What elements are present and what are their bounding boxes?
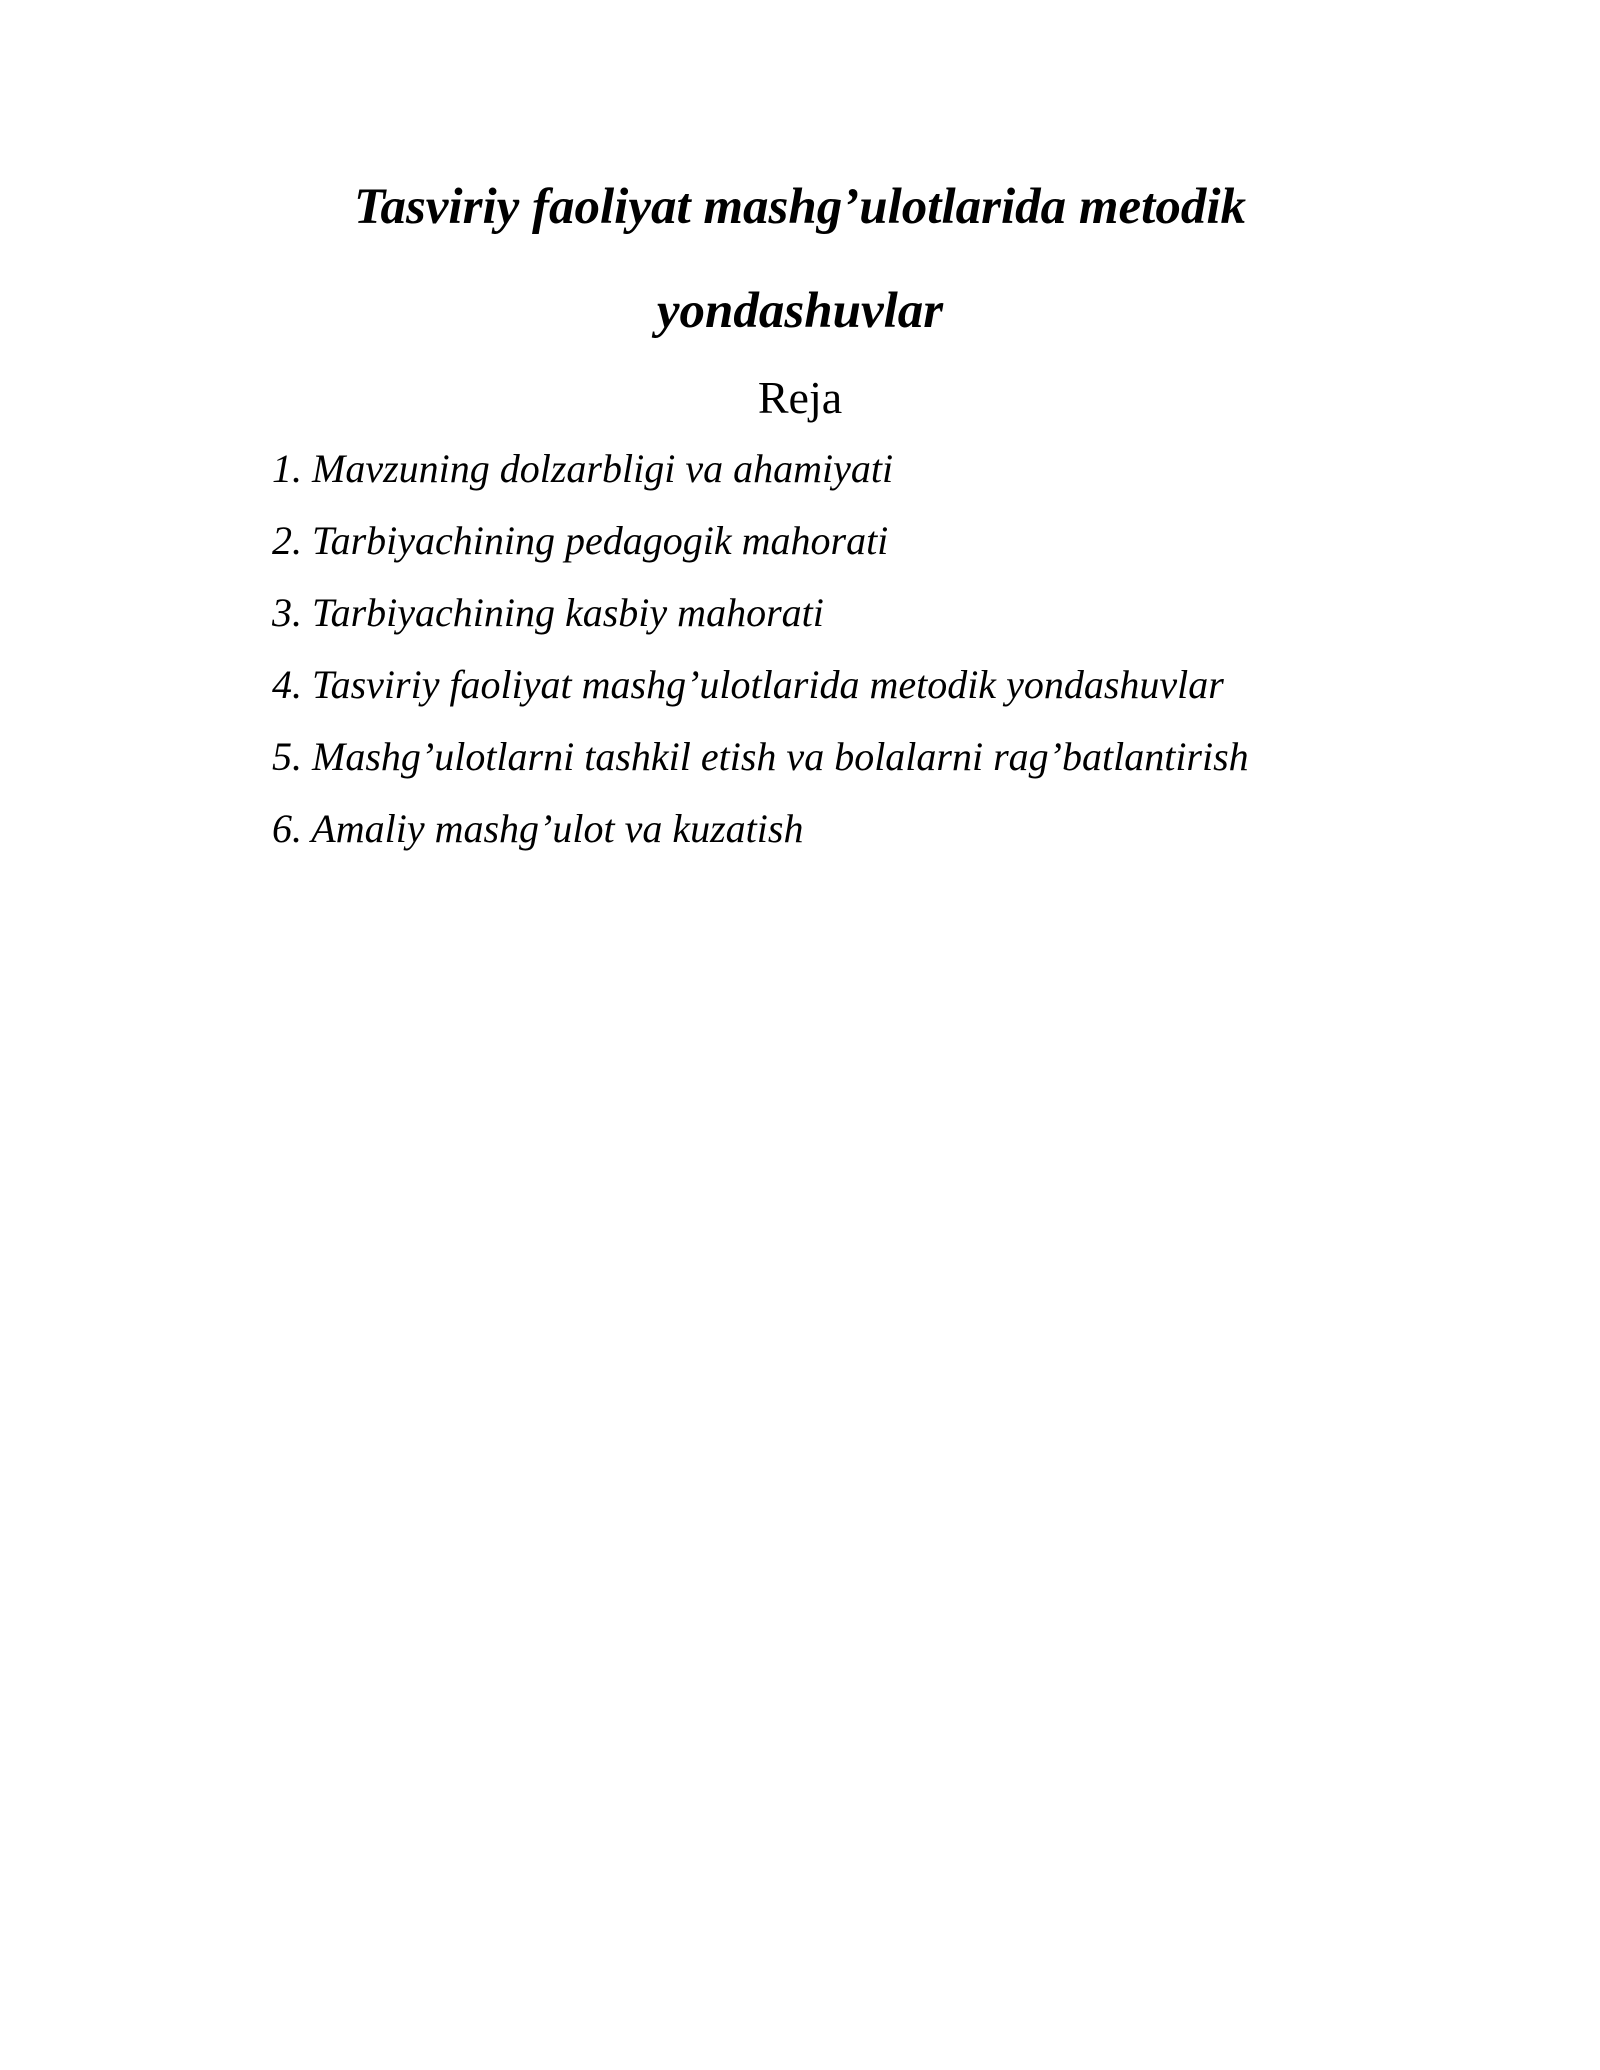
plan-heading: Reja <box>757 372 843 423</box>
plan-list <box>272 446 1249 878</box>
document-title <box>250 178 1350 340</box>
plan-item-2: 2. Tarbiyachining pedagogik mahorati <box>272 518 889 563</box>
plan-item-4: 4. Tasviriy faoliyat mashg’ulotlarida metodik yondashuvlar <box>272 662 1224 707</box>
plan-item-3: 3. Tarbiyachining kasbiy mahorati <box>272 590 824 635</box>
title-line-1: Tasviriy faoliyat mashg’ulotlarida metodik <box>353 179 1247 235</box>
plan-item-1: 1. Mavzuning dolzarbligi va ahamiyati <box>272 446 894 491</box>
plan-item-6: 6. Amaliy mashg’ulot va kuzatish <box>272 806 804 851</box>
title-line-2: yondashuvlar <box>656 283 944 339</box>
plan-item-5: 5. Mashg’ulotlarni tashkil etish va bolalarni rag’batlantirish <box>272 734 1249 779</box>
